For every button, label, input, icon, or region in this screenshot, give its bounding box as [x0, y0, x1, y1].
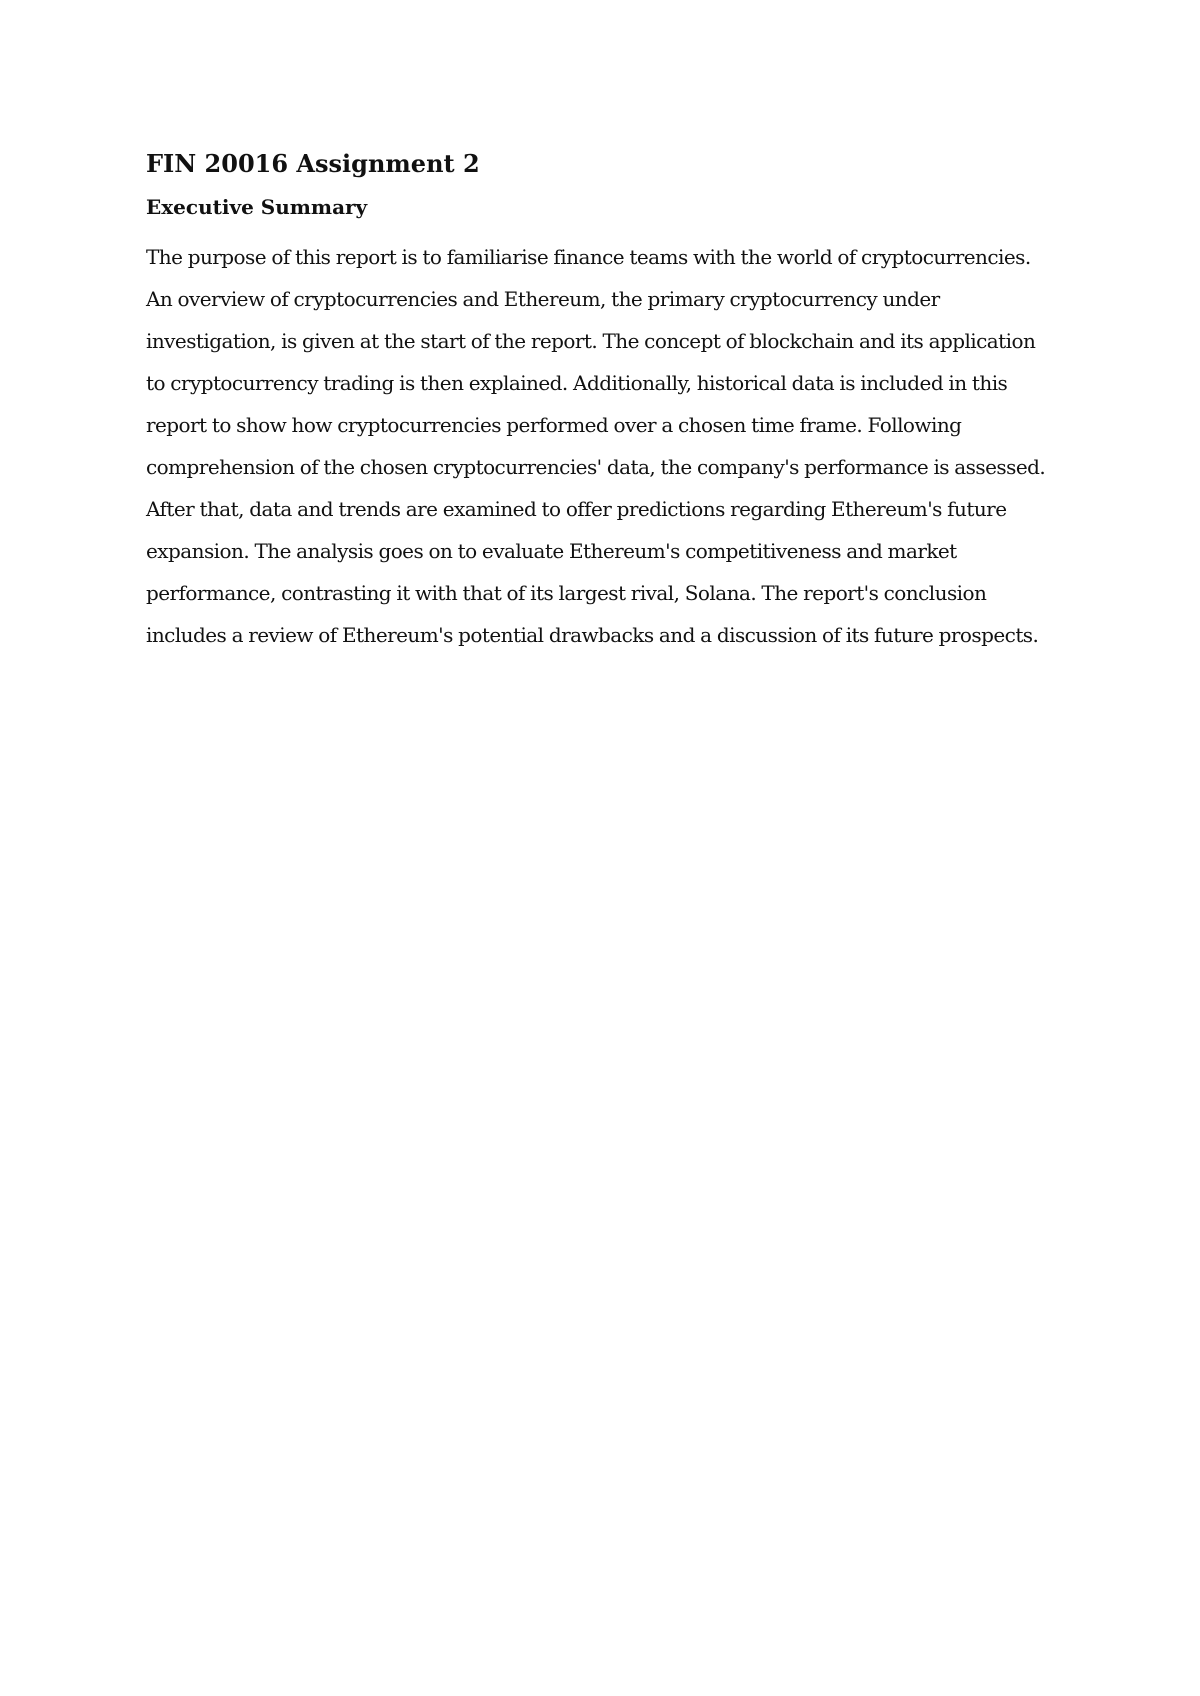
- paragraph-line: After that, data and trends are examined to offer predictions regarding Ethereum's future: [146, 497, 1007, 521]
- paragraph-line: report to show how cryptocurrencies performed over a chosen time frame. Following: [146, 413, 962, 437]
- paragraph-line: includes a review of Ethereum's potential drawbacks and a discussion of its future prospects.: [146, 623, 1039, 647]
- executive-summary-paragraph: [146, 236, 1066, 656]
- paragraph-line: An overview of cryptocurrencies and Ethereum, the primary cryptocurrency under: [146, 287, 940, 311]
- paragraph-line: The purpose of this report is to familiarise finance teams with the world of cryptocurrencies.: [146, 245, 1031, 269]
- paragraph-line: investigation, is given at the start of the report. The concept of blockchain and its application: [146, 329, 1036, 353]
- paragraph-line: performance, contrasting it with that of its largest rival, Solana. The report's conclusion: [146, 581, 987, 605]
- document-title: FIN 20016 Assignment 2: [146, 149, 480, 178]
- paragraph-line: expansion. The analysis goes on to evaluate Ethereum's competitiveness and market: [146, 539, 957, 563]
- section-heading-executive-summary: Executive Summary: [146, 195, 368, 219]
- paragraph-line: comprehension of the chosen cryptocurrencies' data, the company's performance is assessed.: [146, 455, 1046, 479]
- document-content: [146, 146, 1066, 656]
- paragraph-line: to cryptocurrency trading is then explained. Additionally, historical data is included in this: [146, 371, 1008, 395]
